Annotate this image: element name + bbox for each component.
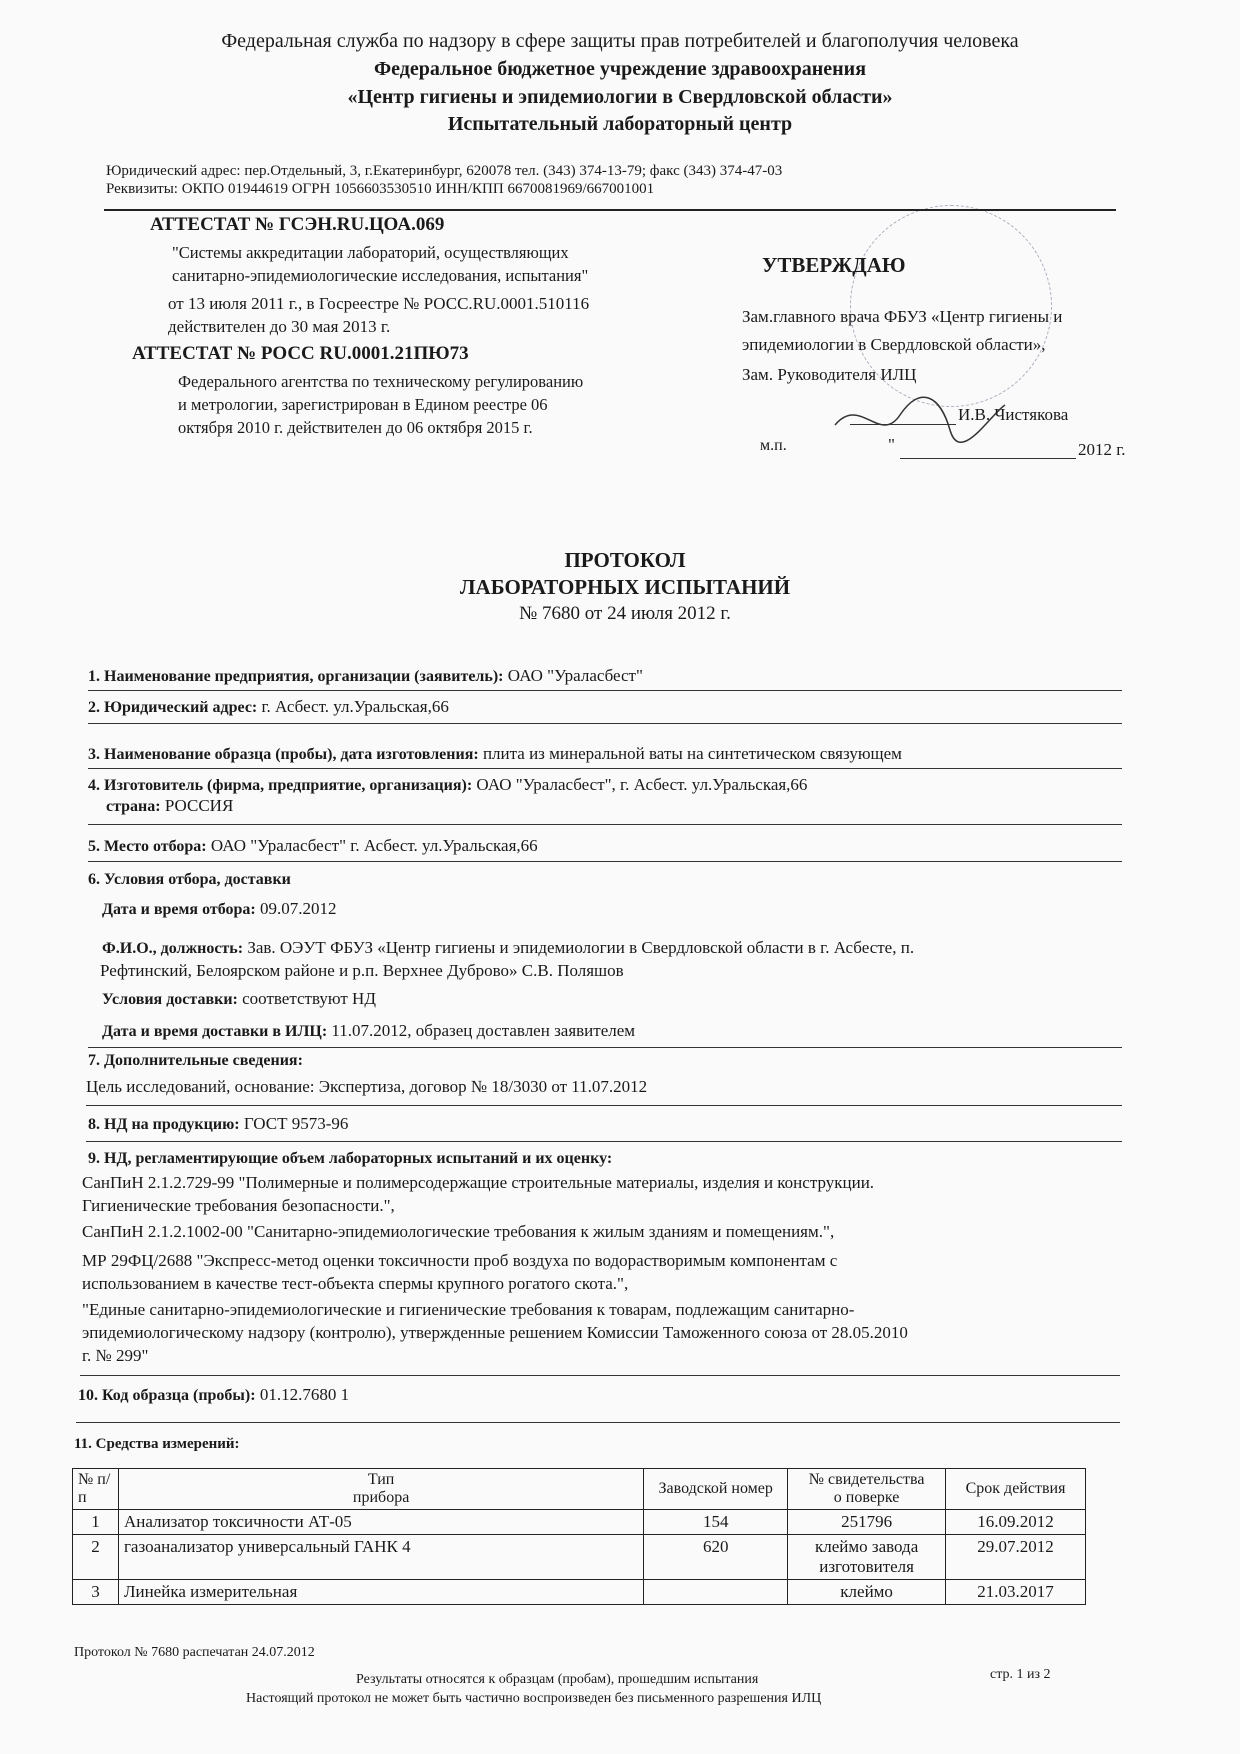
header-requisites: Реквизиты: ОКПО 01944619 ОГРН 1056603530510 ИНН/КПП 6670081969/667001001 bbox=[106, 181, 655, 197]
divider bbox=[88, 690, 1122, 691]
section-1-value: ОАО "Ураласбест" bbox=[503, 666, 643, 685]
table-cell: Анализатор токсичности АТ-05 bbox=[118, 1510, 643, 1535]
approve-date-quote: " bbox=[888, 435, 895, 454]
table-cell bbox=[644, 1580, 788, 1605]
header-address: Юридический адрес: пер.Отдельный, 3, г.Екатеринбург, 620078 тел. (343) 374-13-79; факс (343) 374-47-03 bbox=[106, 163, 783, 179]
header-divider bbox=[104, 209, 1116, 211]
section-6-date bbox=[102, 899, 336, 919]
table-row bbox=[73, 1580, 1086, 1605]
attestat1-line3: от 13 июля 2011 г., в Госреестре № РОСС.RU.0001.510116 bbox=[168, 294, 590, 313]
signature-line bbox=[850, 424, 956, 425]
header-line3: «Центр гигиены и эпидемиологии в Свердловской области» bbox=[347, 86, 893, 108]
approve-year: 2012 г. bbox=[1078, 440, 1126, 459]
footer-printed: Протокол № 7680 распечатан 24.07.2012 bbox=[74, 1645, 315, 1660]
approve-line1: Зам.главного врача ФБУЗ «Центр гигиены и bbox=[742, 307, 1063, 326]
footer-notice: Настоящий протокол не может быть частично воспроизведен без письменного разрешения ИЛЦ bbox=[246, 1691, 822, 1706]
divider bbox=[88, 723, 1122, 724]
section-2-value: г. Асбест. ул.Уральская,66 bbox=[257, 697, 449, 716]
divider bbox=[76, 1422, 1120, 1423]
divider bbox=[86, 1105, 1122, 1106]
table-cell: 1 bbox=[73, 1510, 119, 1535]
divider bbox=[88, 1047, 1122, 1048]
divider bbox=[88, 768, 1122, 769]
approve-title: УТВЕРЖДАЮ bbox=[762, 253, 906, 277]
section-10-value: 01.12.7680 1 bbox=[255, 1385, 350, 1404]
section-5 bbox=[88, 836, 538, 856]
section-9-line4: МР 29ФЦ/2688 "Экспресс-метод оценки токсичности проб воздуха по водорастворимым компонентам с bbox=[82, 1251, 838, 1270]
table-cell: 3 bbox=[73, 1580, 119, 1605]
section-5-label: 5. Место отбора: bbox=[88, 838, 207, 855]
attestat2-line2: и метрологии, зарегистрирован в Едином реестре 06 bbox=[178, 395, 548, 414]
attestat1-line4: действителен до 30 мая 2013 г. bbox=[168, 317, 391, 336]
section-3 bbox=[88, 744, 902, 764]
table-cell: 16.09.2012 bbox=[946, 1510, 1086, 1535]
section-6-delivery-value: 11.07.2012, образец доставлен заявителем bbox=[327, 1021, 636, 1040]
section-10 bbox=[78, 1385, 349, 1405]
divider bbox=[88, 824, 1122, 825]
col-header-serial: Заводской номер bbox=[644, 1469, 788, 1510]
approve-name: И.В. Чистякова bbox=[958, 405, 1069, 424]
section-6-delivery-label: Дата и время доставки в ИЛЦ: bbox=[102, 1023, 328, 1040]
section-9 bbox=[88, 1150, 612, 1168]
table-cell: 2 bbox=[73, 1535, 119, 1580]
section-6 bbox=[88, 871, 291, 889]
table-cell: клеймо завода изготовителя bbox=[788, 1535, 946, 1580]
table-cell: 251796 bbox=[788, 1510, 946, 1535]
protocol-title2: ЛАБОРАТОРНЫХ ИСПЫТАНИЙ bbox=[459, 575, 791, 599]
section-8 bbox=[88, 1114, 348, 1134]
section-6-fio-value: Зав. ОЭУТ ФБУЗ «Центр гигиены и эпидемиологии в Свердловской области в г. Асбесте, п. bbox=[243, 938, 915, 957]
section-6-date-label: Дата и время отбора: bbox=[102, 901, 256, 918]
section-1-label: 1. Наименование предприятия, организации (заявитель): bbox=[88, 668, 504, 685]
section-9-line7: эпидемиологическому надзору (контролю), утвержденные решением Комиссии Таможенного союза от 28.05.2010 bbox=[82, 1323, 908, 1342]
table-cell: Линейка измерительная bbox=[118, 1580, 643, 1605]
section-6-conditions-value: соответствуют НД bbox=[237, 989, 376, 1008]
footer-results: Результаты относятся к образцам (пробам), прошедшим испытания bbox=[356, 1672, 759, 1687]
section-1 bbox=[88, 666, 643, 686]
section-9-line8: г. № 299" bbox=[82, 1346, 149, 1365]
table-cell: 29.07.2012 bbox=[946, 1535, 1086, 1580]
section-6-date-value: 09.07.2012 bbox=[255, 899, 337, 918]
section-6-fio-label: Ф.И.О., должность: bbox=[102, 940, 244, 957]
table-cell: 21.03.2017 bbox=[946, 1580, 1086, 1605]
attestat2-line1: Федерального агентства по техническому регулированию bbox=[178, 372, 584, 391]
section-8-value: ГОСТ 9573-96 bbox=[239, 1114, 349, 1133]
divider bbox=[86, 1141, 1122, 1142]
protocol-title1: ПРОТОКОЛ bbox=[564, 548, 686, 572]
table-cell: 620 bbox=[644, 1535, 788, 1580]
section-6-delivery bbox=[102, 1021, 635, 1041]
section-9-line1: СанПиН 2.1.2.729-99 "Полимерные и полимерсодержащие строительные материалы, изделия и конструкции. bbox=[82, 1173, 875, 1192]
col-header-certificate: № свидетельства о поверке bbox=[788, 1469, 946, 1510]
section-11-label: 11. Средства измерений: bbox=[74, 1436, 240, 1452]
section-5-value: ОАО "Ураласбест" г. Асбест. ул.Уральская,66 bbox=[206, 836, 538, 855]
section-6-conditions bbox=[102, 989, 376, 1009]
section-9-label: 9. НД, регламентирующие объем лабораторных испытаний и их оценку: bbox=[88, 1150, 613, 1167]
section-7 bbox=[88, 1052, 303, 1070]
section-2 bbox=[88, 697, 449, 717]
section-8-label: 8. НД на продукцию: bbox=[88, 1116, 240, 1133]
section-7-label: 7. Дополнительные сведения: bbox=[88, 1052, 303, 1069]
divider bbox=[80, 1375, 1120, 1376]
approve-mp: м.п. bbox=[760, 437, 787, 454]
table-cell: клеймо bbox=[788, 1580, 946, 1605]
header-line4: Испытательный лабораторный центр bbox=[447, 113, 793, 135]
section-6-fio bbox=[102, 938, 914, 958]
col-header-validity: Срок действия bbox=[946, 1469, 1086, 1510]
approve-line2: эпидемиологии в Свердловской области», bbox=[742, 335, 1046, 354]
attestat2-line3: октября 2010 г. действителен до 06 октября 2015 г. bbox=[178, 418, 533, 437]
footer-page: стр. 1 из 2 bbox=[990, 1667, 1051, 1682]
section-6-conditions-label: Условия доставки: bbox=[102, 991, 238, 1008]
section-4-country bbox=[106, 796, 233, 816]
attestat1-line2: санитарно-эпидемиологические исследования, испытания" bbox=[172, 266, 589, 285]
approve-line3: Зам. Руководителя ИЛЦ bbox=[742, 365, 917, 384]
attestat1-line1: "Системы аккредитации лабораторий, осуществляющих bbox=[172, 243, 569, 262]
section-4-label: 4. Изготовитель (фирма, предприятие, организация): bbox=[88, 777, 473, 794]
header-line2: Федеральное бюджетное учреждение здравоохранения bbox=[373, 58, 867, 80]
section-4-value: ОАО "Ураласбест", г. Асбест. ул.Уральская,66 bbox=[472, 775, 808, 794]
protocol-number: № 7680 от 24 июля 2012 г. bbox=[519, 603, 731, 624]
section-7-value: Цель исследований, основание: Экспертиза, договор № 18/3030 от 11.07.2012 bbox=[86, 1077, 648, 1096]
section-3-label: 3. Наименование образца (пробы), дата изготовления: bbox=[88, 746, 479, 763]
section-6-fio-line2: Рефтинский, Белоярском районе и р.п. Верхнее Дуброво» С.В. Поляшов bbox=[100, 961, 624, 980]
divider bbox=[88, 861, 1122, 862]
section-9-line6: "Единые санитарно-эпидемиологические и гигиенические требования к товарам, подлежащим санитарно- bbox=[82, 1300, 855, 1319]
col-header-type: Тип прибора bbox=[118, 1469, 643, 1510]
table-cell: газоанализатор универсальный ГАНК 4 bbox=[118, 1535, 643, 1580]
header-line1: Федеральная служба по надзору в сфере защиты прав потребителей и благополучия человека bbox=[221, 30, 1019, 52]
table-cell: 154 bbox=[644, 1510, 788, 1535]
section-10-label: 10. Код образца (пробы): bbox=[78, 1387, 256, 1404]
section-9-line5: использованием в качестве тест-объекта спермы крупного рогатого скота.", bbox=[82, 1274, 629, 1293]
date-line bbox=[900, 458, 1076, 459]
instruments-table bbox=[72, 1468, 1086, 1605]
section-6-label: 6. Условия отбора, доставки bbox=[88, 871, 291, 888]
section-11 bbox=[74, 1436, 240, 1453]
col-header-number: № п/п bbox=[73, 1469, 119, 1510]
table-row bbox=[73, 1510, 1086, 1535]
section-9-line2: Гигиенические требования безопасности.", bbox=[82, 1196, 395, 1215]
attestat2-title: АТТЕСТАТ № РОСС RU.0001.21ПЮ73 bbox=[132, 343, 469, 364]
table-header-row bbox=[73, 1469, 1086, 1510]
section-4-country-value: РОССИЯ bbox=[160, 796, 234, 815]
table-row bbox=[73, 1535, 1086, 1580]
section-2-label: 2. Юридический адрес: bbox=[88, 699, 258, 716]
section-3-value: плита из минеральной ваты на синтетическом связующем bbox=[478, 744, 902, 763]
section-9-line3: СанПиН 2.1.2.1002-00 "Санитарно-эпидемиологические требования к жилым зданиям и помещениям.", bbox=[82, 1222, 835, 1241]
section-4-country-label: страна: bbox=[106, 798, 161, 815]
section-4 bbox=[88, 775, 807, 795]
attestat1-title: АТТЕСТАТ № ГСЭН.RU.ЦОА.069 bbox=[150, 214, 445, 235]
